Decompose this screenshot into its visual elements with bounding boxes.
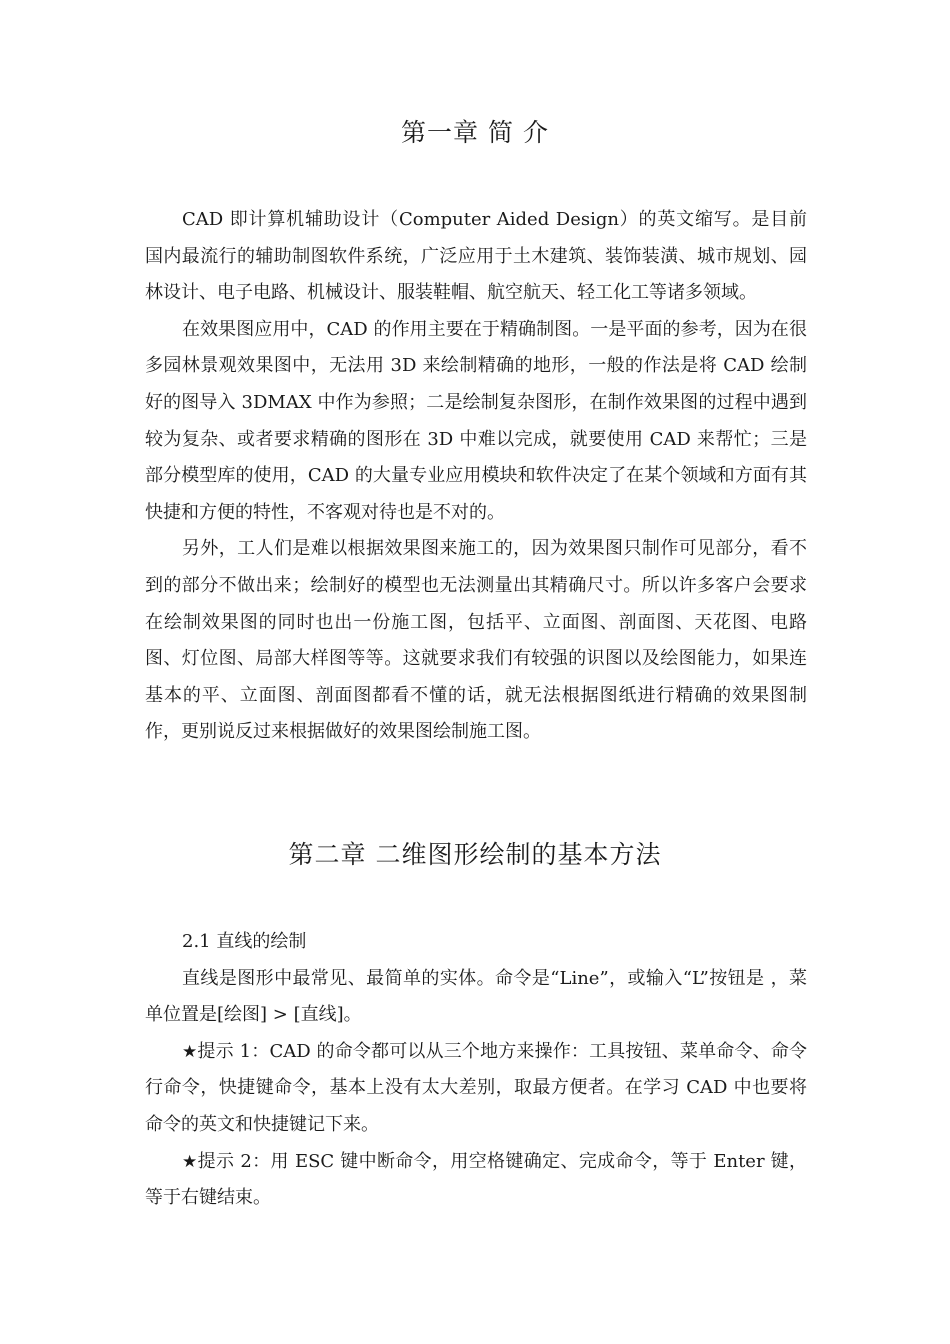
chapter2-title: 第二章 二维图形绘制的基本方法 bbox=[288, 840, 662, 869]
chapter1-paragraph-1: CAD 即计算机辅助设计（Computer Aided Design）的英文缩写。是目前国内最流行的辅助制图软件系统，广泛应用于土木建筑、装饰装潢、城市规划、园林设计、电子电路、机械设计、服装鞋帽、航空航天、轻工化工等诸多领域。 bbox=[145, 209, 807, 304]
tip-1 bbox=[145, 1034, 807, 1144]
chapter1-paragraph-3: 另外，工人们是难以根据效果图来施工的，因为效果图只制作可见部分，看不到的部分不做出来；绘制好的模型也无法测量出其精确尺寸。所以许多客户会要求在绘制效果图的同时也出一份施工图，包括平、立面图、剖面图、天花图、电路图、灯位图、局部大样图等等。这就要求我们有较强的识图以及绘图能力，如果连基本的平、立面图、剖面图都看不懂的话，就无法根据图纸进行精确的效果图制作，更别说反过来根据做好的效果图绘制施工图。 bbox=[145, 538, 807, 743]
star-icon: ★ bbox=[182, 1041, 198, 1062]
tip-2 bbox=[145, 1144, 807, 1217]
tip-1-text: 提示 1：CAD 的命令都可以从三个地方来操作：工具按钮、菜单命令、命令行命令，快捷键命令，基本上没有太大差别，取最方便者。在学习 CAD 中也要将命令的英文和快捷键记下来。 bbox=[145, 1040, 807, 1135]
star-icon: ★ bbox=[182, 1151, 198, 1172]
chapter2-paragraph-1: 直线是图形中最常见、最简单的实体。命令是“Line”，或输入“L”按钮是 ，菜单位置是[绘图] > [直线]。 bbox=[145, 967, 807, 1026]
chapter1-title: 第一章 简 介 bbox=[401, 118, 549, 147]
tip-2-text: 提示 2：用 ESC 键中断命令，用空格键确定、完成命令，等于 Enter 键，等于右键结束。 bbox=[145, 1150, 807, 1209]
section-heading-2-1: 2.1 直线的绘制 bbox=[182, 931, 307, 952]
chapter1-body bbox=[145, 202, 807, 751]
chapter1-paragraph-2: 在效果图应用中，CAD 的作用主要在于精确制图。一是平面的参考，因为在很多园林景观效果图中，无法用 3D 来绘制精确的地形，一般的作法是将 CAD 绘制好的图导入 3DMAX 中作为参照；二是绘制复杂图形，在制作效果图的过程中遇到较为复杂、或者要求精确的图形在 3D 中难以完成，就要使用 CAD 来帮忙；三是部分模型库的使用，CAD 的大量专业应用模块和软件决定了在某个领域和方面有其快捷和方便的特性，不客观对待也是不对的。 bbox=[145, 318, 807, 523]
chapter2-body bbox=[145, 924, 807, 1217]
